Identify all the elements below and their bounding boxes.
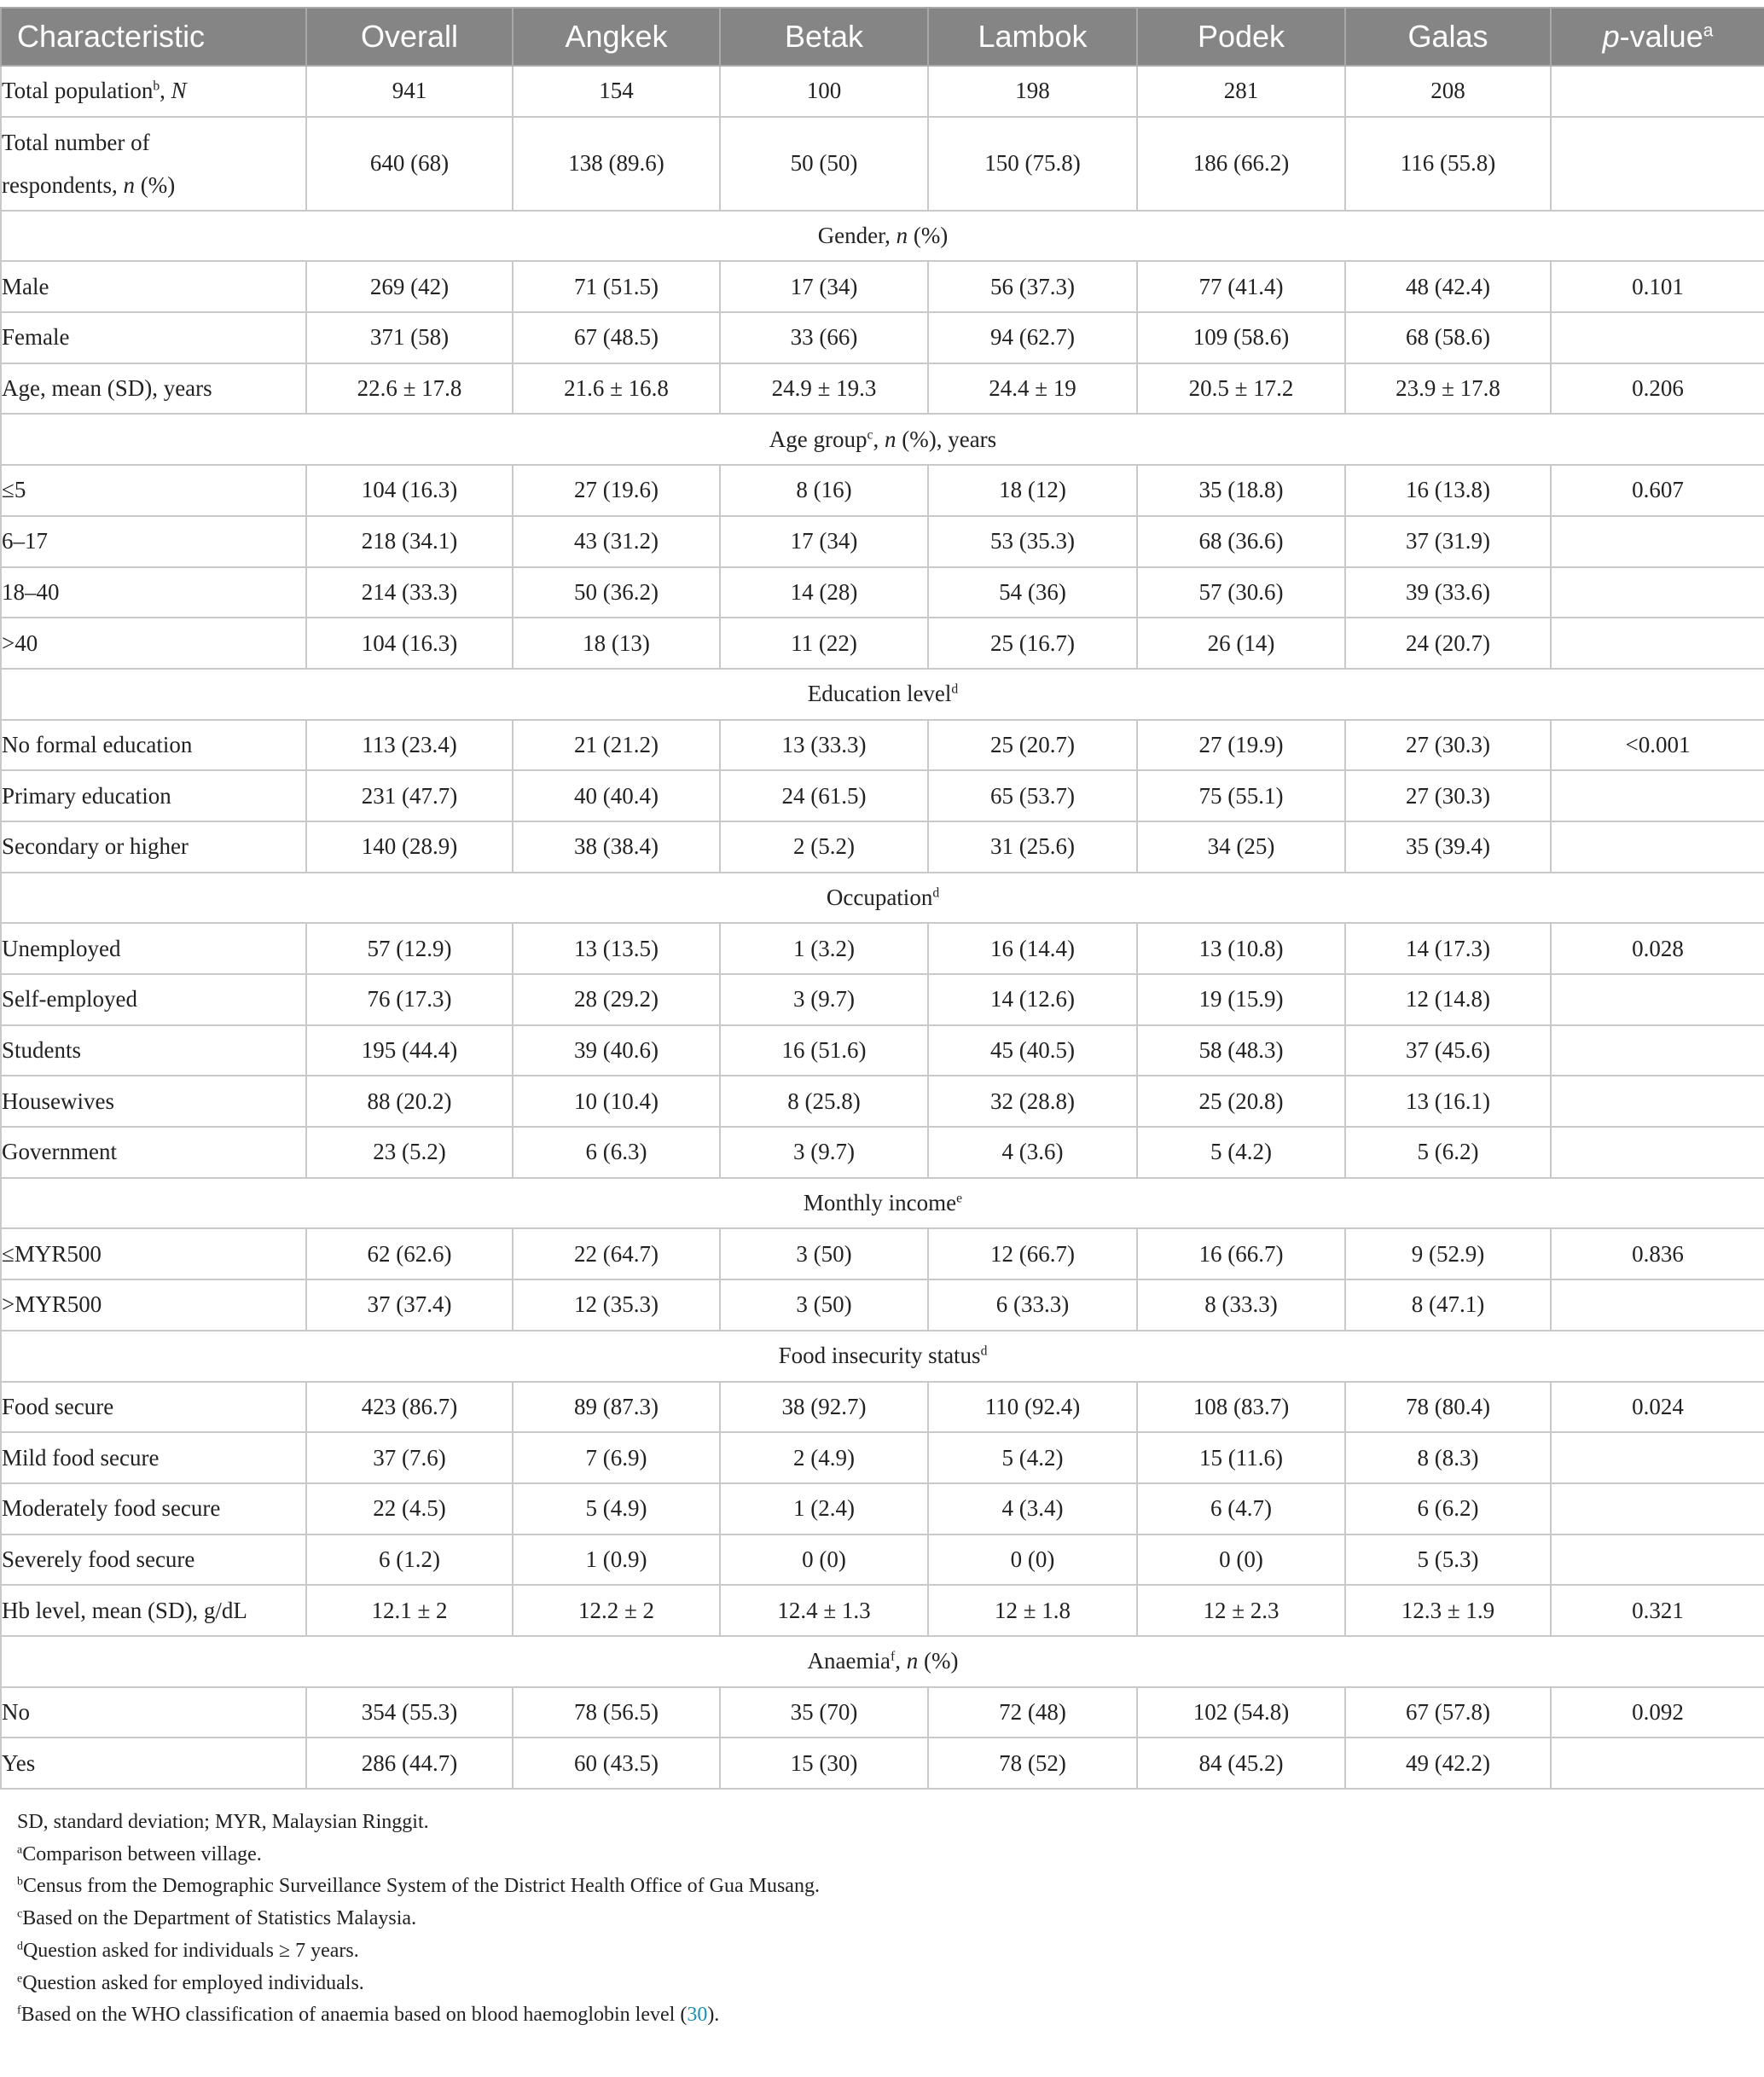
cell: 27 (19.9) bbox=[1137, 720, 1345, 771]
cell: 102 (54.8) bbox=[1137, 1687, 1345, 1738]
row-edu-primary bbox=[1, 770, 1764, 821]
p-value-cell: 0.836 bbox=[1551, 1228, 1764, 1279]
cell: 33 (66) bbox=[720, 312, 928, 363]
cell: 8 (16) bbox=[720, 465, 928, 516]
cell: 13 (13.5) bbox=[513, 923, 720, 974]
cell: 138 (89.6) bbox=[513, 117, 720, 211]
row-label: >MYR500 bbox=[1, 1279, 306, 1331]
p-value-cell bbox=[1551, 567, 1764, 618]
row-age-le5 bbox=[1, 465, 1764, 516]
cell: 13 (16.1) bbox=[1345, 1076, 1551, 1127]
cell: 35 (18.8) bbox=[1137, 465, 1345, 516]
cell: 57 (30.6) bbox=[1137, 567, 1345, 618]
cell: 5 (5.3) bbox=[1345, 1535, 1551, 1586]
cell: 54 (36) bbox=[928, 567, 1137, 618]
cell: 286 (44.7) bbox=[306, 1738, 513, 1789]
row-label: Total population$^b$, N bbox=[1, 66, 306, 117]
cell: 1 (0.9) bbox=[513, 1535, 720, 1586]
cell: 6 (6.3) bbox=[513, 1127, 720, 1178]
cell: 19 (15.9) bbox=[1137, 974, 1345, 1025]
row-occ-housewives bbox=[1, 1076, 1764, 1127]
cell: 75 (55.1) bbox=[1137, 770, 1345, 821]
cell: 45 (40.5) bbox=[928, 1025, 1137, 1076]
cell: 195 (44.4) bbox=[306, 1025, 513, 1076]
cell: 1 (3.2) bbox=[720, 923, 928, 974]
cell: 3 (9.7) bbox=[720, 1127, 928, 1178]
row-label: Students bbox=[1, 1025, 306, 1076]
cell: 25 (16.7) bbox=[928, 618, 1137, 669]
p-value-cell: 0.321 bbox=[1551, 1585, 1764, 1636]
section-header: Gender, n (%) bbox=[1, 211, 1764, 262]
cell: 20.5 ± 17.2 bbox=[1137, 363, 1345, 415]
cell: 218 (34.1) bbox=[306, 516, 513, 567]
cell: 354 (55.3) bbox=[306, 1687, 513, 1738]
row-label: Total number of respondents, n (%) bbox=[1, 117, 306, 211]
cell: 1 (2.4) bbox=[720, 1483, 928, 1535]
cell: 640 (68) bbox=[306, 117, 513, 211]
cell: 110 (92.4) bbox=[928, 1382, 1137, 1433]
cell: 100 bbox=[720, 66, 928, 117]
p-value-cell: 0.101 bbox=[1551, 261, 1764, 312]
cell: 0 (0) bbox=[1137, 1535, 1345, 1586]
cell: 88 (20.2) bbox=[306, 1076, 513, 1127]
cell: 94 (62.7) bbox=[928, 312, 1137, 363]
row-total-population bbox=[1, 66, 1764, 117]
cell: 84 (45.2) bbox=[1137, 1738, 1345, 1789]
cell: 140 (28.9) bbox=[306, 821, 513, 873]
row-label: No formal education bbox=[1, 720, 306, 771]
characteristics-table bbox=[0, 7, 1764, 1790]
cell: 18 (12) bbox=[928, 465, 1137, 516]
cell: 8 (25.8) bbox=[720, 1076, 928, 1127]
cell: 12 ± 2.3 bbox=[1137, 1585, 1345, 1636]
col-header-podek: Podek bbox=[1137, 8, 1345, 66]
cell: 941 bbox=[306, 66, 513, 117]
cell: 22 (64.7) bbox=[513, 1228, 720, 1279]
row-edu-none bbox=[1, 720, 1764, 771]
row-label: 18–40 bbox=[1, 567, 306, 618]
row-occ-self-employed bbox=[1, 974, 1764, 1025]
p-value-cell: 0.607 bbox=[1551, 465, 1764, 516]
cell: 38 (38.4) bbox=[513, 821, 720, 873]
p-value-cell bbox=[1551, 618, 1764, 669]
row-occ-government bbox=[1, 1127, 1764, 1178]
row-label: Secondary or higher bbox=[1, 821, 306, 873]
row-label: 6–17 bbox=[1, 516, 306, 567]
cell: 25 (20.8) bbox=[1137, 1076, 1345, 1127]
cell: 13 (10.8) bbox=[1137, 923, 1345, 974]
section-gender bbox=[1, 211, 1764, 262]
row-label: Self-employed bbox=[1, 974, 306, 1025]
cell: 27 (19.6) bbox=[513, 465, 720, 516]
cell: 8 (8.3) bbox=[1345, 1432, 1551, 1483]
row-hb-level bbox=[1, 1585, 1764, 1636]
table-footnotes bbox=[0, 1807, 1764, 2032]
cell: 116 (55.8) bbox=[1345, 117, 1551, 211]
cell: 27 (30.3) bbox=[1345, 770, 1551, 821]
p-value-cell bbox=[1551, 974, 1764, 1025]
cell: 18 (13) bbox=[513, 618, 720, 669]
cell: 4 (3.6) bbox=[928, 1127, 1137, 1178]
header-row bbox=[1, 8, 1764, 66]
cell: 12.2 ± 2 bbox=[513, 1585, 720, 1636]
cell: 60 (43.5) bbox=[513, 1738, 720, 1789]
cell: 231 (47.7) bbox=[306, 770, 513, 821]
cell: 3 (50) bbox=[720, 1228, 928, 1279]
table-wrapper bbox=[0, 7, 1764, 2032]
cell: 23 (5.2) bbox=[306, 1127, 513, 1178]
cell: 35 (39.4) bbox=[1345, 821, 1551, 873]
cell: 14 (12.6) bbox=[928, 974, 1137, 1025]
p-value-cell bbox=[1551, 1432, 1764, 1483]
cell: 9 (52.9) bbox=[1345, 1228, 1551, 1279]
cell: 16 (66.7) bbox=[1137, 1228, 1345, 1279]
p-value-cell: 0.206 bbox=[1551, 363, 1764, 415]
cell: 34 (25) bbox=[1137, 821, 1345, 873]
cell: 62 (62.6) bbox=[306, 1228, 513, 1279]
cell: 78 (52) bbox=[928, 1738, 1137, 1789]
row-female bbox=[1, 312, 1764, 363]
cell: 12.3 ± 1.9 bbox=[1345, 1585, 1551, 1636]
row-anaemia-no bbox=[1, 1687, 1764, 1738]
row-label: No bbox=[1, 1687, 306, 1738]
row-label: Primary education bbox=[1, 770, 306, 821]
cell: 77 (41.4) bbox=[1137, 261, 1345, 312]
cell: 13 (33.3) bbox=[720, 720, 928, 771]
row-label: Mild food secure bbox=[1, 1432, 306, 1483]
row-age-mean bbox=[1, 363, 1764, 415]
cell: 37 (45.6) bbox=[1345, 1025, 1551, 1076]
p-value-cell bbox=[1551, 1535, 1764, 1586]
col-header-angkek: Angkek bbox=[513, 8, 720, 66]
p-value-cell bbox=[1551, 1279, 1764, 1331]
p-value-cell bbox=[1551, 312, 1764, 363]
cell: 14 (17.3) bbox=[1345, 923, 1551, 974]
cell: 21 (21.2) bbox=[513, 720, 720, 771]
cell: 208 bbox=[1345, 66, 1551, 117]
row-food-moderate bbox=[1, 1483, 1764, 1535]
row-label: Age, mean (SD), years bbox=[1, 363, 306, 415]
cell: 38 (92.7) bbox=[720, 1382, 928, 1433]
row-food-secure bbox=[1, 1382, 1764, 1433]
p-value-cell bbox=[1551, 117, 1764, 211]
cell: 78 (56.5) bbox=[513, 1687, 720, 1738]
cell: 154 bbox=[513, 66, 720, 117]
section-header: Food insecurity status$^d$ bbox=[1, 1331, 1764, 1382]
cell: 50 (50) bbox=[720, 117, 928, 211]
cell: 31 (25.6) bbox=[928, 821, 1137, 873]
section-header: Monthly income$^e$ bbox=[1, 1178, 1764, 1229]
cell: 65 (53.7) bbox=[928, 770, 1137, 821]
cell: 3 (50) bbox=[720, 1279, 928, 1331]
footnote-e: $^e$Question asked for employed individuals. bbox=[17, 1971, 364, 1994]
cell: 113 (23.4) bbox=[306, 720, 513, 771]
cell: 24.9 ± 19.3 bbox=[720, 363, 928, 415]
cell: 6 (6.2) bbox=[1345, 1483, 1551, 1535]
col-header-betak: Betak bbox=[720, 8, 928, 66]
row-age-18-40 bbox=[1, 567, 1764, 618]
col-header-pvalue: p-value$^a$ bbox=[1551, 8, 1764, 66]
footnote-b: $^b$Census from the Demographic Surveillance System of the District Health Office of Gua Musang. bbox=[17, 1875, 820, 1898]
p-value-cell bbox=[1551, 1127, 1764, 1178]
cell: 10 (10.4) bbox=[513, 1076, 720, 1127]
cell: 25 (20.7) bbox=[928, 720, 1137, 771]
section-header: Education level$^d$ bbox=[1, 669, 1764, 720]
cell: 186 (66.2) bbox=[1137, 117, 1345, 211]
cell: 0 (0) bbox=[928, 1535, 1137, 1586]
footnote-c: $^c$Based on the Department of Statistics Malaysia. bbox=[17, 1907, 417, 1930]
row-occ-unemployed bbox=[1, 923, 1764, 974]
cell: 17 (34) bbox=[720, 516, 928, 567]
cell: 67 (48.5) bbox=[513, 312, 720, 363]
cell: 5 (4.9) bbox=[513, 1483, 720, 1535]
footnote-a: $^a$Comparison between village. bbox=[17, 1842, 262, 1865]
cell: 8 (33.3) bbox=[1137, 1279, 1345, 1331]
row-edu-secondary bbox=[1, 821, 1764, 873]
cell: 198 bbox=[928, 66, 1137, 117]
cell: 12 (66.7) bbox=[928, 1228, 1137, 1279]
cell: 56 (37.3) bbox=[928, 261, 1137, 312]
cell: 37 (37.4) bbox=[306, 1279, 513, 1331]
cell: 269 (42) bbox=[306, 261, 513, 312]
section-header: Anaemia$^f$, n (%) bbox=[1, 1636, 1764, 1687]
col-header-lambok: Lambok bbox=[928, 8, 1137, 66]
cell: 6 (4.7) bbox=[1137, 1483, 1345, 1535]
cell: 78 (80.4) bbox=[1345, 1382, 1551, 1433]
p-value-cell: 0.024 bbox=[1551, 1382, 1764, 1433]
cell: 89 (87.3) bbox=[513, 1382, 720, 1433]
cell: 76 (17.3) bbox=[306, 974, 513, 1025]
row-male bbox=[1, 261, 1764, 312]
cell: 57 (12.9) bbox=[306, 923, 513, 974]
p-value-cell: 0.092 bbox=[1551, 1687, 1764, 1738]
footnote-d: $^d$Question asked for individuals ≥ 7 years. bbox=[17, 1939, 359, 1962]
row-age-6-17 bbox=[1, 516, 1764, 567]
row-food-severe bbox=[1, 1535, 1764, 1586]
row-label: ≤MYR500 bbox=[1, 1228, 306, 1279]
cell: 39 (33.6) bbox=[1345, 567, 1551, 618]
section-header: Age group$^c$, n (%), years bbox=[1, 414, 1764, 465]
cell: 37 (7.6) bbox=[306, 1432, 513, 1483]
section-education bbox=[1, 669, 1764, 720]
row-label: Unemployed bbox=[1, 923, 306, 974]
cell: 8 (47.1) bbox=[1345, 1279, 1551, 1331]
cell: 43 (31.2) bbox=[513, 516, 720, 567]
reference-link[interactable]: 30 bbox=[687, 2004, 708, 2027]
cell: 17 (34) bbox=[720, 261, 928, 312]
section-header: Occupation$^d$ bbox=[1, 873, 1764, 924]
row-label: Government bbox=[1, 1127, 306, 1178]
cell: 6 (33.3) bbox=[928, 1279, 1137, 1331]
cell: 16 (51.6) bbox=[720, 1025, 928, 1076]
cell: 23.9 ± 17.8 bbox=[1345, 363, 1551, 415]
cell: 68 (58.6) bbox=[1345, 312, 1551, 363]
cell: 37 (31.9) bbox=[1345, 516, 1551, 567]
cell: 24 (61.5) bbox=[720, 770, 928, 821]
cell: 109 (58.6) bbox=[1137, 312, 1345, 363]
section-income bbox=[1, 1178, 1764, 1229]
row-label: Moderately food secure bbox=[1, 1483, 306, 1535]
cell: 27 (30.3) bbox=[1345, 720, 1551, 771]
cell: 2 (4.9) bbox=[720, 1432, 928, 1483]
row-label: Male bbox=[1, 261, 306, 312]
cell: 71 (51.5) bbox=[513, 261, 720, 312]
cell: 48 (42.4) bbox=[1345, 261, 1551, 312]
cell: 16 (13.8) bbox=[1345, 465, 1551, 516]
cell: 5 (6.2) bbox=[1345, 1127, 1551, 1178]
p-value-cell bbox=[1551, 821, 1764, 873]
p-value-cell bbox=[1551, 770, 1764, 821]
cell: 35 (70) bbox=[720, 1687, 928, 1738]
row-label: Housewives bbox=[1, 1076, 306, 1127]
cell: 12 (14.8) bbox=[1345, 974, 1551, 1025]
cell: 24 (20.7) bbox=[1345, 618, 1551, 669]
cell: 16 (14.4) bbox=[928, 923, 1137, 974]
cell: 108 (83.7) bbox=[1137, 1382, 1345, 1433]
cell: 3 (9.7) bbox=[720, 974, 928, 1025]
row-label: >40 bbox=[1, 618, 306, 669]
cell: 72 (48) bbox=[928, 1687, 1137, 1738]
cell: 40 (40.4) bbox=[513, 770, 720, 821]
p-value-cell bbox=[1551, 516, 1764, 567]
row-food-mild bbox=[1, 1432, 1764, 1483]
cell: 49 (42.2) bbox=[1345, 1738, 1551, 1789]
p-value-cell: <0.001 bbox=[1551, 720, 1764, 771]
row-label: Yes bbox=[1, 1738, 306, 1789]
row-label: Severely food secure bbox=[1, 1535, 306, 1586]
footnote-abbreviations: SD, standard deviation; MYR, Malaysian Ringgit. bbox=[17, 1811, 429, 1833]
row-income-gt500 bbox=[1, 1279, 1764, 1331]
cell: 28 (29.2) bbox=[513, 974, 720, 1025]
cell: 15 (11.6) bbox=[1137, 1432, 1345, 1483]
cell: 12.1 ± 2 bbox=[306, 1585, 513, 1636]
cell: 4 (3.4) bbox=[928, 1483, 1137, 1535]
p-value-cell bbox=[1551, 66, 1764, 117]
cell: 53 (35.3) bbox=[928, 516, 1137, 567]
row-occ-students bbox=[1, 1025, 1764, 1076]
cell: 11 (22) bbox=[720, 618, 928, 669]
row-label: ≤5 bbox=[1, 465, 306, 516]
p-value-cell bbox=[1551, 1483, 1764, 1535]
cell: 26 (14) bbox=[1137, 618, 1345, 669]
cell: 14 (28) bbox=[720, 567, 928, 618]
cell: 12 (35.3) bbox=[513, 1279, 720, 1331]
cell: 39 (40.6) bbox=[513, 1025, 720, 1076]
cell: 104 (16.3) bbox=[306, 618, 513, 669]
col-header-galas: Galas bbox=[1345, 8, 1551, 66]
cell: 58 (48.3) bbox=[1137, 1025, 1345, 1076]
p-value-cell bbox=[1551, 1025, 1764, 1076]
cell: 281 bbox=[1137, 66, 1345, 117]
row-income-le500 bbox=[1, 1228, 1764, 1279]
cell: 24.4 ± 19 bbox=[928, 363, 1137, 415]
section-anaemia bbox=[1, 1636, 1764, 1687]
cell: 22.6 ± 17.8 bbox=[306, 363, 513, 415]
section-occupation bbox=[1, 873, 1764, 924]
cell: 67 (57.8) bbox=[1345, 1687, 1551, 1738]
p-value-cell bbox=[1551, 1076, 1764, 1127]
cell: 12.4 ± 1.3 bbox=[720, 1585, 928, 1636]
footnote-f: $^f$Based on the WHO classification of anaemia based on blood haemoglobin level (30). bbox=[17, 2004, 720, 2027]
cell: 5 (4.2) bbox=[1137, 1127, 1345, 1178]
cell: 12 ± 1.8 bbox=[928, 1585, 1137, 1636]
col-header-overall: Overall bbox=[306, 8, 513, 66]
cell: 22 (4.5) bbox=[306, 1483, 513, 1535]
cell: 423 (86.7) bbox=[306, 1382, 513, 1433]
cell: 21.6 ± 16.8 bbox=[513, 363, 720, 415]
row-label: Food secure bbox=[1, 1382, 306, 1433]
row-label: Female bbox=[1, 312, 306, 363]
cell: 15 (30) bbox=[720, 1738, 928, 1789]
col-header-characteristic: Characteristic bbox=[1, 8, 306, 66]
cell: 50 (36.2) bbox=[513, 567, 720, 618]
row-age-gt40 bbox=[1, 618, 1764, 669]
cell: 371 (58) bbox=[306, 312, 513, 363]
cell: 5 (4.2) bbox=[928, 1432, 1137, 1483]
cell: 104 (16.3) bbox=[306, 465, 513, 516]
section-age-group bbox=[1, 414, 1764, 465]
cell: 32 (28.8) bbox=[928, 1076, 1137, 1127]
cell: 68 (36.6) bbox=[1137, 516, 1345, 567]
cell: 6 (1.2) bbox=[306, 1535, 513, 1586]
cell: 0 (0) bbox=[720, 1535, 928, 1586]
row-anaemia-yes bbox=[1, 1738, 1764, 1789]
row-total-respondents bbox=[1, 117, 1764, 211]
row-label: Hb level, mean (SD), g/dL bbox=[1, 1585, 306, 1636]
cell: 2 (5.2) bbox=[720, 821, 928, 873]
cell: 150 (75.8) bbox=[928, 117, 1137, 211]
section-food bbox=[1, 1331, 1764, 1382]
cell: 214 (33.3) bbox=[306, 567, 513, 618]
cell: 7 (6.9) bbox=[513, 1432, 720, 1483]
p-value-cell bbox=[1551, 1738, 1764, 1789]
p-value-cell: 0.028 bbox=[1551, 923, 1764, 974]
